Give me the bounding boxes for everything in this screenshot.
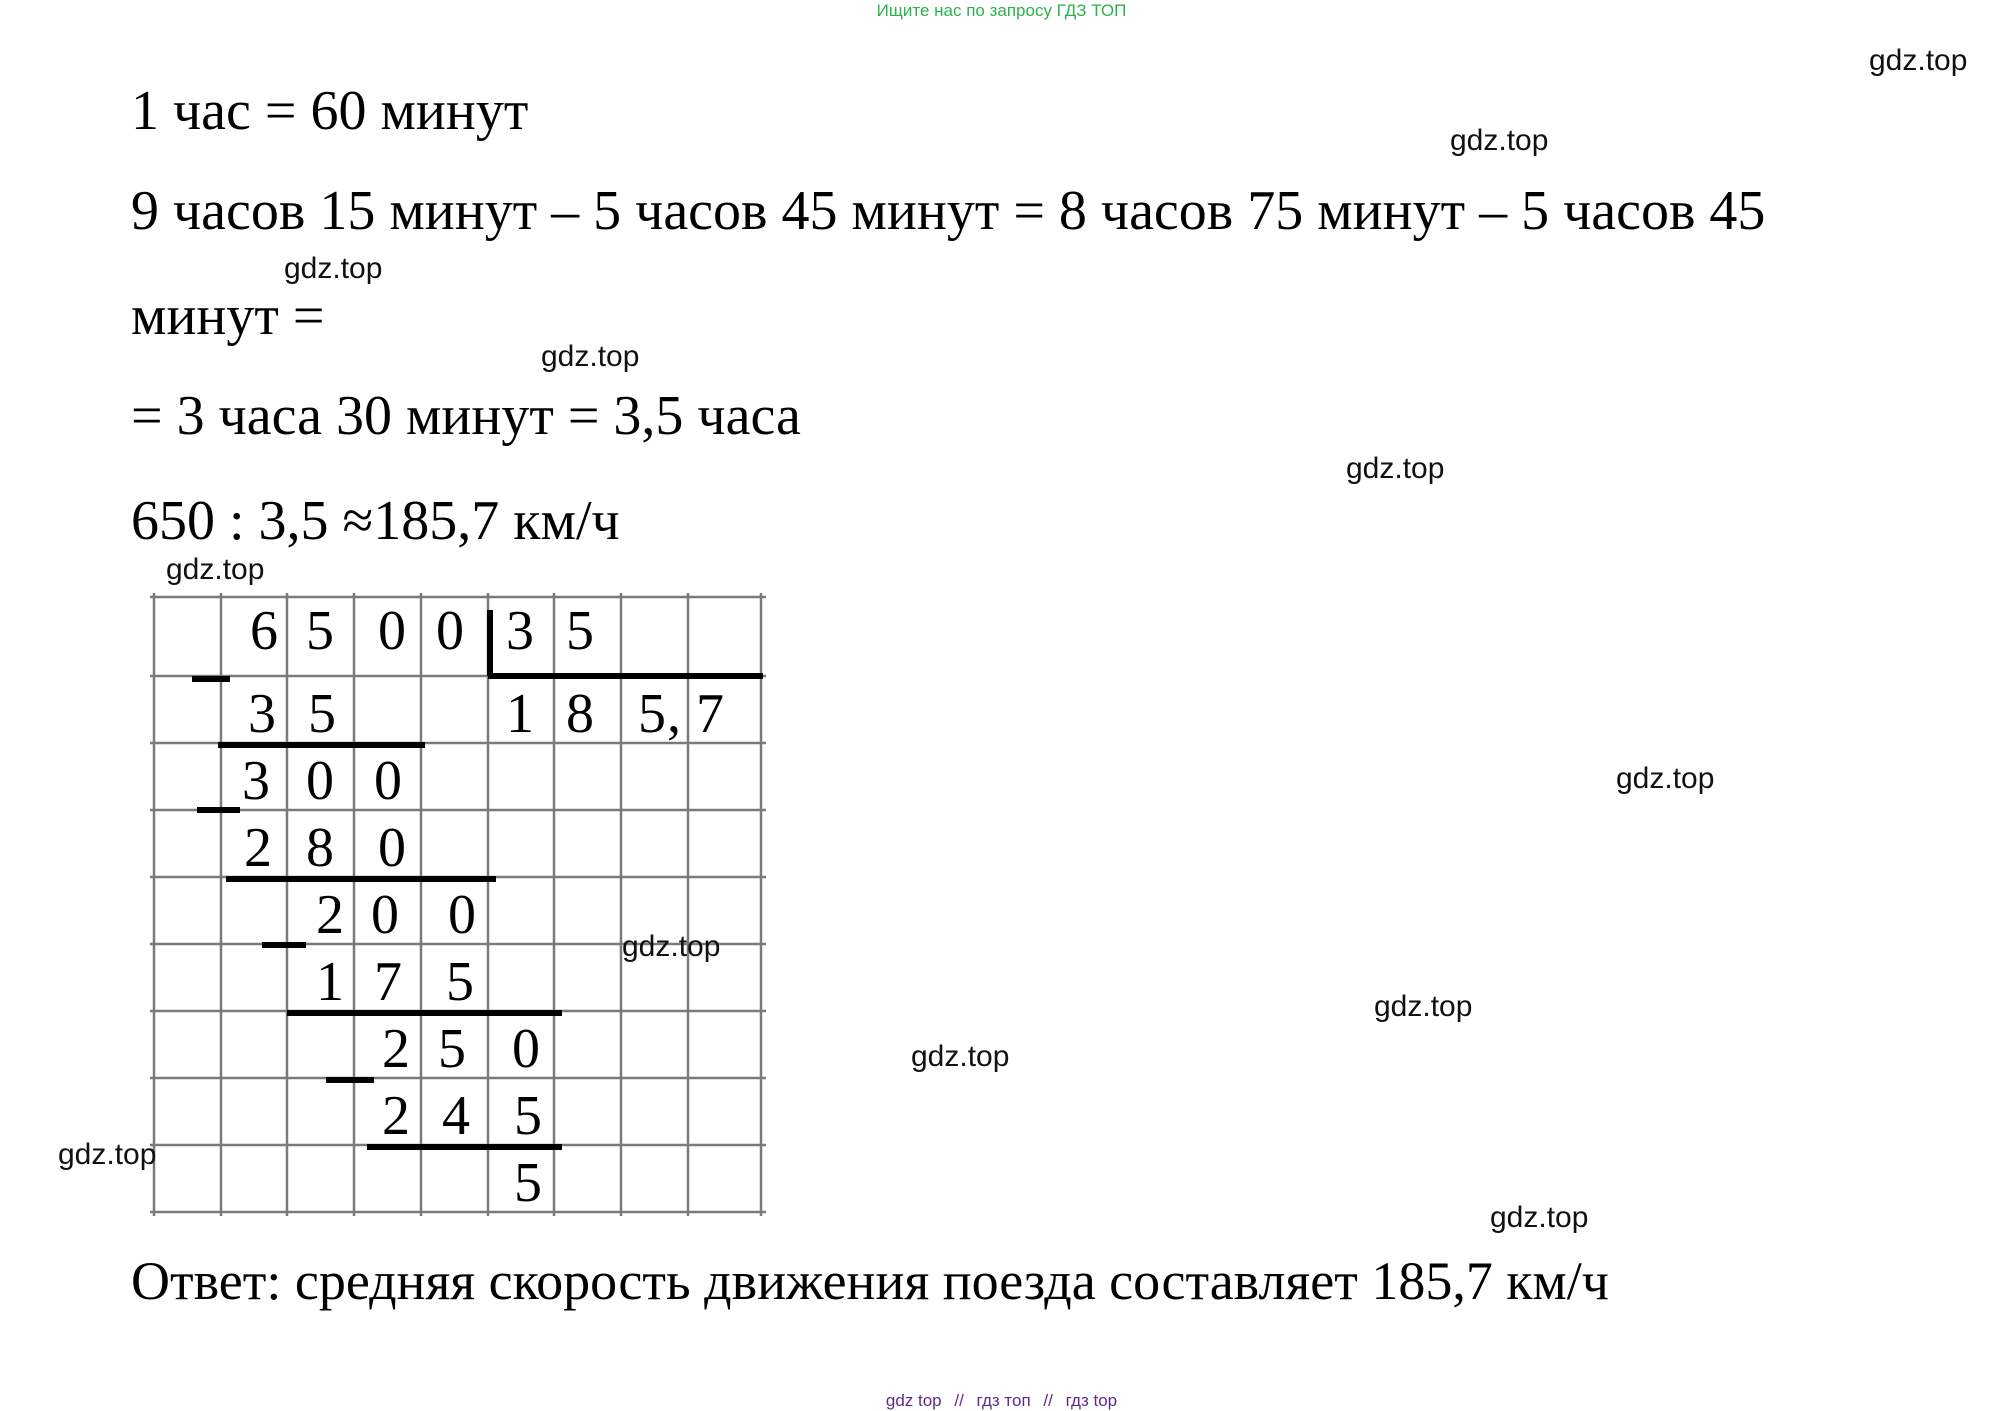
watermark: gdz.top	[911, 1040, 1010, 1073]
quotient-digit: ,	[667, 683, 681, 745]
answer-text: Ответ: средняя скорость движения поезда составляет 185,7 км/ч	[131, 1251, 1609, 1311]
watermark: gdz.top	[166, 553, 265, 586]
watermark: gdz.top	[1869, 44, 1968, 77]
step-digit: 7	[374, 951, 402, 1013]
division-digits	[242, 600, 724, 1214]
divisor-digit: 3	[506, 600, 534, 662]
dividend-digit: 0	[436, 600, 464, 662]
bottom-banner-item: гдз top	[1065, 1391, 1118, 1410]
time-result-line: = 3 часа 30 минут = 3,5 часа	[131, 385, 801, 447]
bottom-banner-separator: //	[1043, 1391, 1053, 1410]
step-digit: 1	[316, 951, 344, 1013]
step-digit: 5	[514, 1152, 542, 1214]
watermark: gdz.top	[58, 1138, 157, 1171]
step-digit: 3	[248, 683, 276, 745]
watermark: gdz.top	[622, 930, 721, 963]
step-digit: 4	[442, 1085, 470, 1147]
watermark: gdz.top	[1374, 990, 1473, 1023]
top-banner: Ищите нас по запросу ГДЗ ТОП	[876, 1, 1127, 20]
quotient-digit: 7	[696, 683, 724, 745]
step-digit: 2	[382, 1085, 410, 1147]
bottom-banner-separator: //	[954, 1391, 964, 1410]
divisor-digit: 5	[566, 600, 594, 662]
speed-calc-line: 650 : 3,5 ≈185,7 км/ч	[131, 490, 620, 552]
step-digit: 8	[306, 817, 334, 879]
watermark: gdz.top	[1450, 124, 1549, 157]
watermark: gdz.top	[541, 340, 640, 373]
bottom-banner-item: гдз топ	[976, 1391, 1031, 1410]
bottom-banner-item: gdz top	[885, 1391, 942, 1410]
dividend-digit: 6	[250, 600, 278, 662]
step-digit: 5	[514, 1085, 542, 1147]
watermark: gdz.top	[1616, 762, 1715, 795]
subtraction-line-continuation: минут =	[131, 285, 325, 347]
step-digit: 5	[446, 951, 474, 1013]
step-digit: 0	[306, 750, 334, 812]
step-digit: 2	[316, 884, 344, 946]
step-digit: 2	[382, 1018, 410, 1080]
watermark: gdz.top	[1490, 1201, 1589, 1234]
step-digit: 0	[374, 750, 402, 812]
step-digit: 0	[371, 884, 399, 946]
dividend-digit: 5	[306, 600, 334, 662]
step-digit: 0	[378, 817, 406, 879]
subtraction-line: 9 часов 15 минут – 5 часов 45 минут = 8 часов 75 минут – 5 часов 45	[131, 180, 1766, 242]
quotient-digit: 1	[506, 683, 534, 745]
dividend-digit: 0	[378, 600, 406, 662]
step-digit: 3	[242, 750, 270, 812]
step-digit: 0	[448, 884, 476, 946]
step-digit: 5	[438, 1018, 466, 1080]
quotient-digit: 5	[638, 683, 666, 745]
step-digit: 2	[244, 817, 272, 879]
watermark: gdz.top	[1346, 452, 1445, 485]
conversion-line: 1 час = 60 минут	[131, 80, 529, 142]
quotient-digit: 8	[566, 683, 594, 745]
step-digit: 5	[308, 683, 336, 745]
bottom-banner	[0, 1391, 2003, 1411]
step-digit: 0	[512, 1018, 540, 1080]
watermark: gdz.top	[284, 252, 383, 285]
